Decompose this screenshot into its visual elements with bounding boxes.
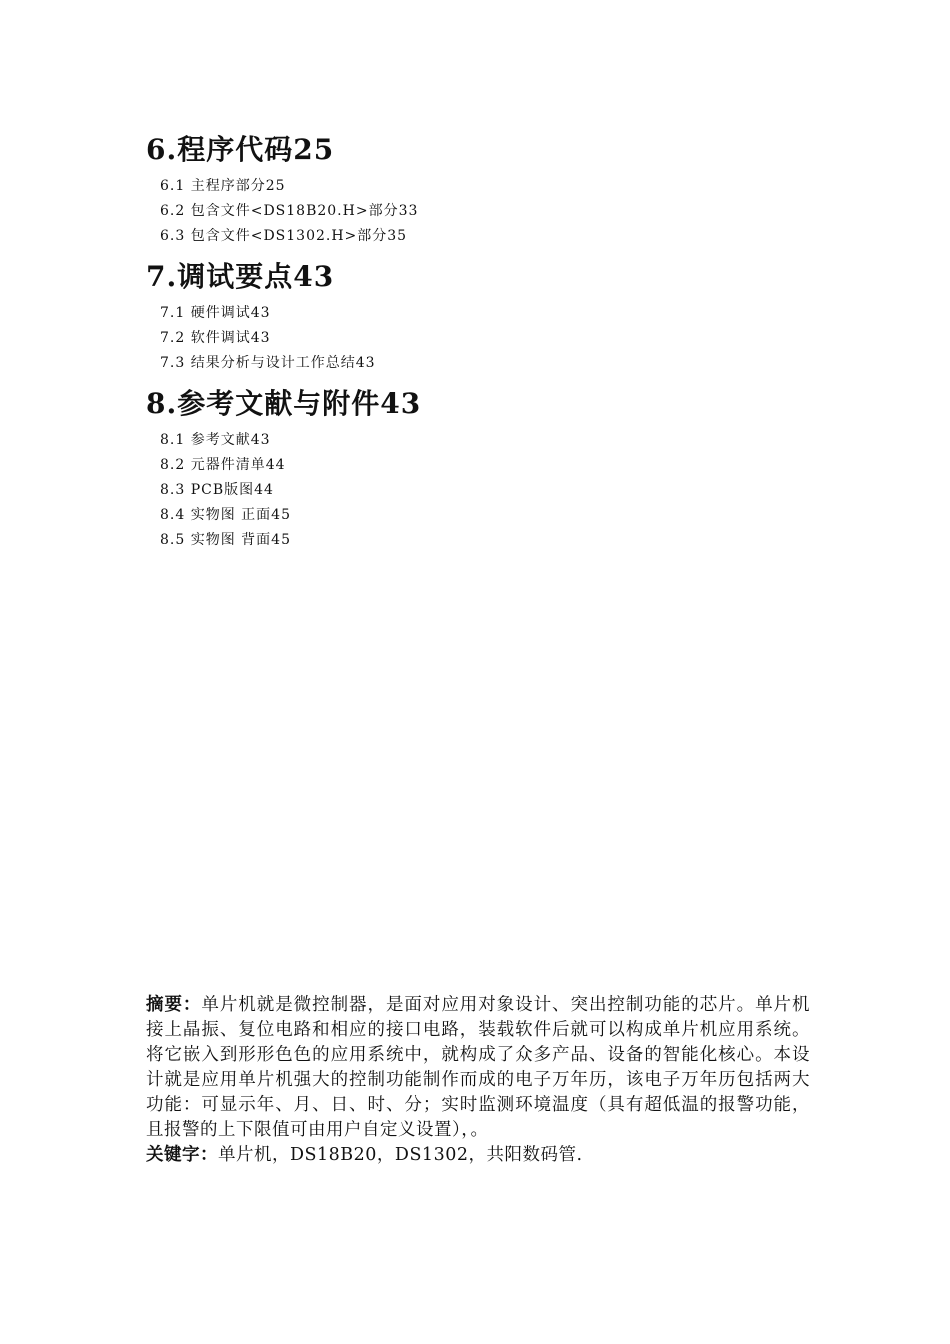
abstract-section bbox=[146, 993, 810, 1168]
toc-item[interactable]: 6.1 主程序部分25 bbox=[160, 178, 286, 194]
toc-chapter-6 bbox=[146, 130, 846, 249]
keywords-label: 关键字： bbox=[146, 1145, 218, 1165]
abstract-paragraph bbox=[146, 993, 810, 1143]
toc-item[interactable]: 7.2 软件调试43 bbox=[160, 330, 271, 346]
chapter-title[interactable]: 8.参考文献与附件43 bbox=[146, 387, 422, 420]
chapter-title[interactable]: 7.调试要点43 bbox=[146, 260, 335, 293]
toc-item[interactable]: 8.3 PCB版图44 bbox=[160, 482, 274, 498]
chapter-title[interactable]: 6.程序代码25 bbox=[146, 133, 335, 166]
toc-item[interactable]: 8.4 实物图 正面45 bbox=[160, 507, 291, 523]
table-of-contents bbox=[146, 130, 846, 561]
abstract-label: 摘要： bbox=[146, 995, 202, 1015]
abstract-text: 单片机就是微控制器，是面对应用对象设计、突出控制功能的芯片。单片机接上晶振、复位电路和相应的接口电路，装载软件后就可以构成单片机应用系统。将它嵌入到形形色色的应用系统中，就构成了众多产品、设备的智能化核心。本设计就是应用单片机强大的控制功能制作而成的电子万年历，该电子万年历包括两大功能：可显示年、月、日、时、分；实时监测环境温度（具有超低温的报警功能，且报警的上下限值可由用户自定义设置），。 bbox=[146, 995, 811, 1140]
toc-item[interactable]: 8.1 参考文献43 bbox=[160, 432, 271, 448]
toc-item[interactable]: 8.5 实物图 背面45 bbox=[160, 532, 291, 548]
toc-item[interactable]: 8.2 元器件清单44 bbox=[160, 457, 286, 473]
keywords-paragraph bbox=[146, 1143, 810, 1168]
toc-item[interactable]: 6.3 包含文件<DS1302.H>部分35 bbox=[160, 228, 408, 244]
toc-item[interactable]: 6.2 包含文件<DS18B20.H>部分33 bbox=[160, 203, 419, 219]
toc-item[interactable]: 7.1 硬件调试43 bbox=[160, 305, 271, 321]
toc-chapter-8 bbox=[146, 384, 846, 553]
keywords-text: 单片机，DS18B20，DS1302，共阳数码管. bbox=[218, 1145, 583, 1165]
toc-chapter-7 bbox=[146, 257, 846, 376]
toc-item[interactable]: 7.3 结果分析与设计工作总结43 bbox=[160, 355, 376, 371]
